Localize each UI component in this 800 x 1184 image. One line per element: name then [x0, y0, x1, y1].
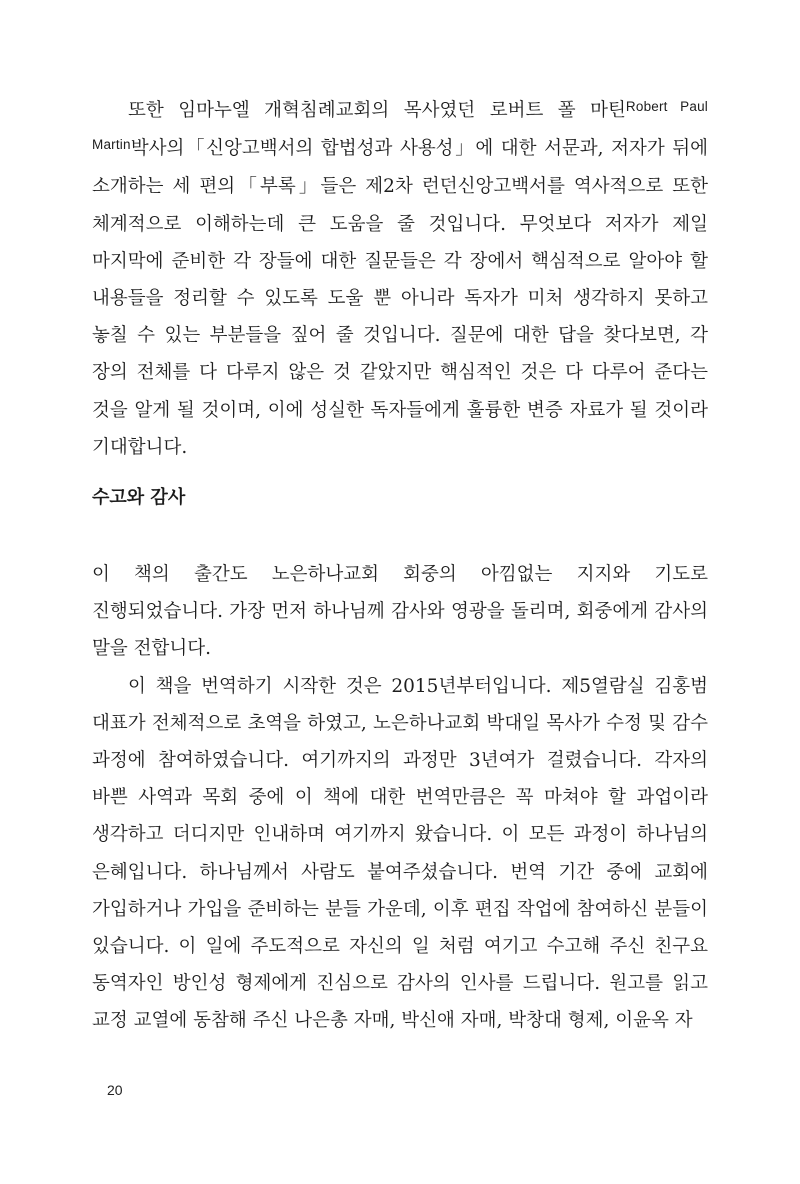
author-name-latin-last: Martin [92, 137, 131, 153]
page-number: 20 [107, 1082, 123, 1098]
acknowledgements-paragraph-1: 이 책의 출간도 노은하나교회 회중의 아낌없는 지지와 기도로 진행되었습니다. 가장 먼저 하나님께 감사와 영광을 돌리며, 회중에게 감사의 말을 전합니다. [92, 564, 708, 660]
intro-text-block [92, 92, 708, 466]
author-name-latin-first: Robert Paul [625, 99, 708, 114]
acknowledgements-paragraph-2: 이 책을 번역하기 시작한 것은 2015년부터입니다. 제5열람실 김홍범 대표가 전체적으로 초역을 하였고, 노은하나교회 박대일 목사가 수정 및 감수 과정에 참여하였습니다. 여기까지의 과정만 3년여가 걸렸습니다. 각자의 바쁜 사역과 목회 중에 이 책에 대한 번역만큼은 꼭 마쳐야 할 과업이라 생각하고 더디지만 인내하며 여기까지 왔습니다. 이 모든 과정이 하나님의 은혜입니다. 하나님께서 사람도 붙여주셨습니다. 번역 기간 중에 교회에 가입하거나 가입을 준비하는 분들 가운데, 이후 편집 작업에 참여하신 분들이 있습니다. 이 일에 주도적으로 자신의 일 처럼 여기고 수고해 주신 친구요 동역자인 방인성 형제에게 진심으로 감사의 인사를 드립니다. 원고를 읽고 교정 교열에 동참해 주신 나은총 자매, 박신애 자매, 박창대 형제, 이윤옥 자 [92, 675, 708, 1032]
section-heading: 수고와 감사 [92, 487, 186, 508]
acknowledgements-text-block [92, 556, 708, 1040]
intro-paragraph [92, 92, 708, 466]
intro-paragraph-rest: 박사의「신앙고백서의 합법성과 사용성」에 대한 서문과, 저자가 뒤에 소개하는 세 편의「부록」들은 제2차 런던신앙고백서를 역사적으로 또한 체계적으로 이해하는데 큰 도움을 줄 것입니다. 무엇보다 저자가 제일 마지막에 준비한 각 장들에 대한 질문들은 각 장에서 핵심적으로 알아야 할 내용들을 정리할 수 있도록 도울 뿐 아니라 독자가 미처 생각하지 못하고 놓칠 수 있는 부분들을 짚어 줄 것입니다. 질문에 대한 답을 찾다보면, 각 장의 전체를 다 다루지 않은 것 같았지만 핵심적인 것은 다 다루어 준다는 것을 알게 될 것이며, 이에 성실한 독자들에게 훌륭한 변증 자료가 될 것이라 기대합니다. [92, 138, 708, 458]
intro-paragraph-start: 또한 임마누엘 개혁침례교회의 목사였던 로버트 폴 마틴 [128, 100, 626, 121]
